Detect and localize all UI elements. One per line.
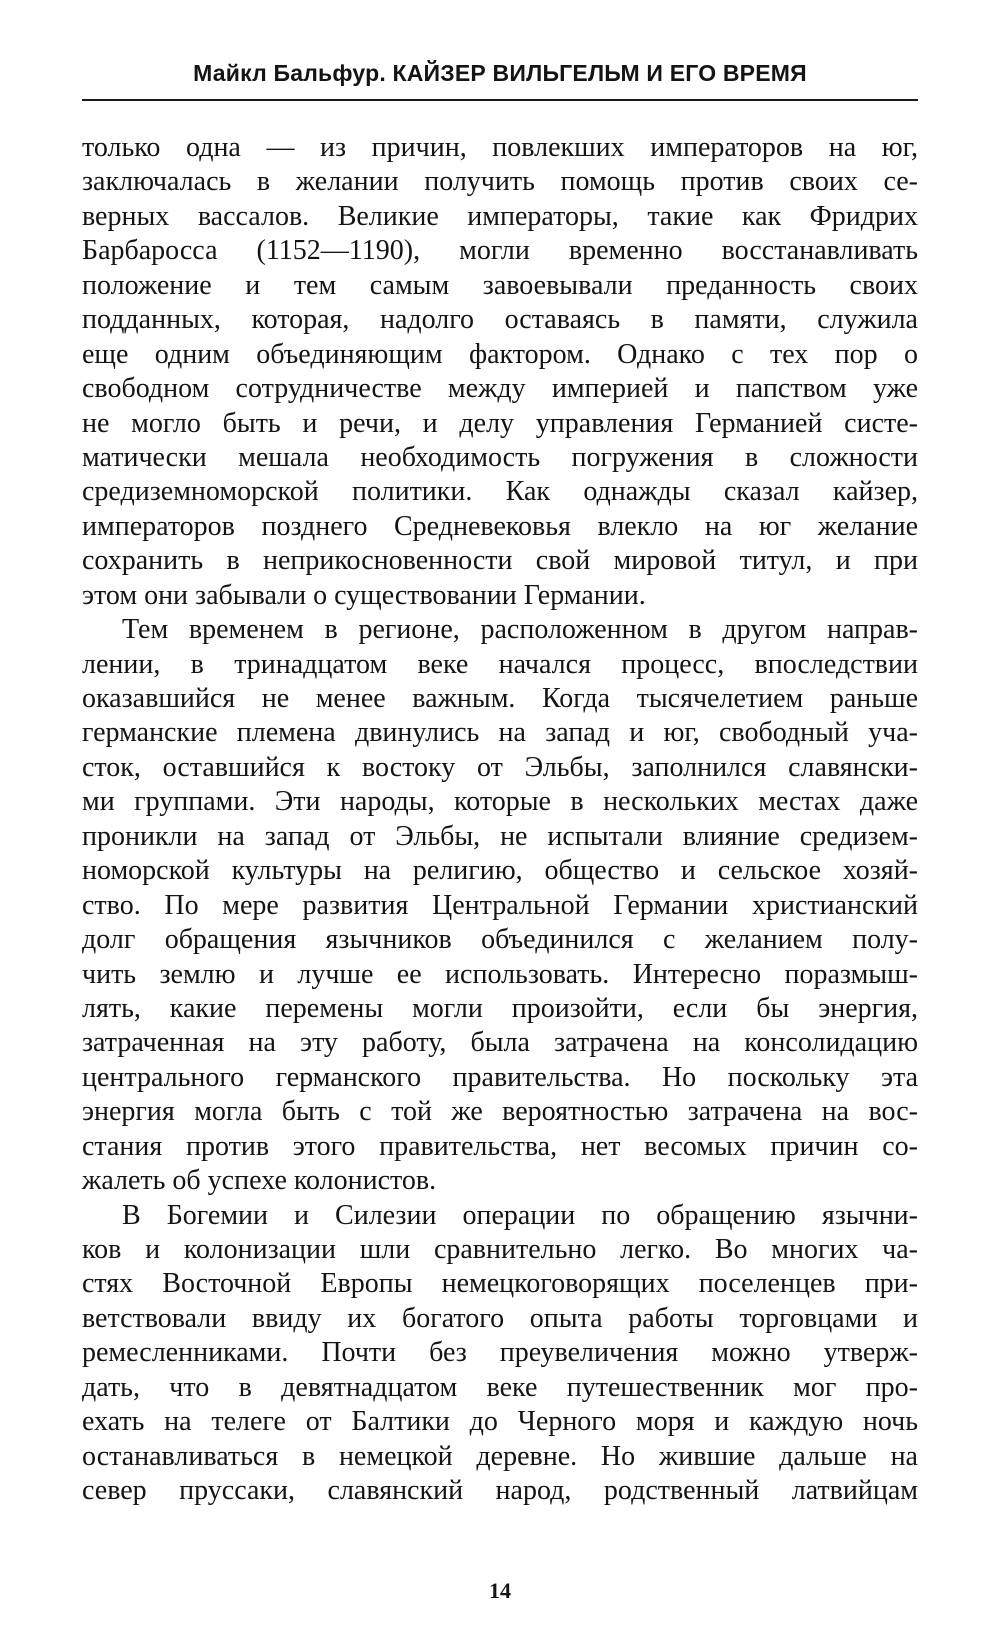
- text-line: ветствовали ввиду их богатого опыта работы торговцами и: [82, 1302, 918, 1334]
- text-line: средиземноморской политики. Как однажды сказал кайзер,: [82, 476, 918, 508]
- text-line: север пруссаки, славянский народ, родственный латвийцам: [82, 1475, 918, 1507]
- text-line: лять, какие перемены могли произойти, если бы энергия,: [82, 992, 918, 1024]
- text-line: энергия могла быть с той же вероятностью затрачена на вос-: [82, 1096, 918, 1128]
- text-line: ство. По мере развития Центральной Германии христианский: [82, 889, 918, 921]
- body-text: [82, 131, 918, 1509]
- paragraph-start-line: В Богемии и Силезии операции по обращению язычни-: [122, 1199, 918, 1231]
- text-line: этом они забывали о существовании Германии.: [82, 579, 646, 611]
- text-line: ремесленниками. Почти без преувеличения можно утверж-: [82, 1337, 918, 1369]
- text-line: стания против этого правительства, нет весомых причин со-: [82, 1130, 918, 1162]
- text-line: затраченная на эту работу, была затрачена на консолидацию: [82, 1027, 918, 1059]
- text-line: императоров позднего Средневековья влекло на юг желание: [82, 510, 918, 542]
- page-number: 14: [489, 1578, 511, 1603]
- text-line: оказавшийся не менее важным. Когда тысячелетием раньше: [82, 683, 918, 714]
- text-line: матически мешала необходимость погружения в сложности: [82, 441, 918, 473]
- text-line: проникли на запад от Эльбы, не испытали влияние средизем-: [82, 820, 918, 852]
- running-header: Майкл Бальфур. КАЙЗЕР ВИЛЬГЕЛЬМ И ЕГО ВРЕМЯ: [193, 60, 807, 86]
- text-line: останавливаться в немецкой деревне. Но жившие дальше на: [82, 1440, 918, 1472]
- text-line: свободном сотрудничестве между империей и папством уже: [82, 373, 918, 405]
- text-line: положение и тем самым завоевывали преданность своих: [82, 269, 918, 301]
- text-line: жалеть об успехе колонистов.: [82, 1165, 437, 1197]
- text-line: лении, в тринадцатом веке начался процесс, впоследствии: [82, 648, 918, 680]
- text-line: заключалась в желании получить помощь против своих се-: [82, 166, 918, 198]
- text-line: сток, оставшийся к востоку от Эльбы, заполнился славянски-: [82, 751, 918, 783]
- text-line: не могло быть и речи, и делу управления Германией систе-: [82, 407, 918, 439]
- text-line: дать, что в девятнадцатом веке путешественник мог про-: [82, 1371, 918, 1403]
- text-line: сохранить в неприкосновенности свой мировой титул, и при: [82, 545, 918, 577]
- text-line: верных вассалов. Великие императоры, такие как Фридрих: [82, 200, 918, 232]
- text-line: ми группами. Эти народы, которые в нескольких местах даже: [82, 786, 918, 818]
- text-line: центрального германского правительства. Но поскольку эта: [82, 1061, 918, 1093]
- paragraph-start-line: Тем временем в регионе, расположенном в другом направ-: [122, 614, 918, 646]
- text-line: только одна — из причин, повлекших императоров на юг,: [82, 132, 918, 163]
- text-line: чить землю и лучше ее использовать. Интересно поразмыш-: [82, 958, 918, 990]
- text-line: подданных, которая, надолго оставаясь в памяти, служила: [82, 304, 918, 336]
- text-line: ехать на телеге от Балтики до Черного моря и каждую ночь: [82, 1406, 918, 1438]
- text-line: долг обращения язычников объединился с желанием полу-: [82, 924, 918, 956]
- text-line: ков и колонизации шли сравнительно легко. Во многих ча-: [82, 1234, 918, 1265]
- header-divider: [82, 99, 918, 101]
- text-line: германские племена двинулись на запад и юг, свободный уча-: [82, 717, 918, 749]
- text-line: стях Восточной Европы немецкоговорящих поселенцев при-: [82, 1268, 918, 1300]
- text-line: номорской культуры на религию, общество и сельское хозяй-: [82, 855, 918, 887]
- text-line: Барбаросса (1152—1190), могли временно восстанавливать: [82, 235, 918, 267]
- text-line: еще одним объединяющим фактором. Однако с тех пор о: [82, 338, 918, 370]
